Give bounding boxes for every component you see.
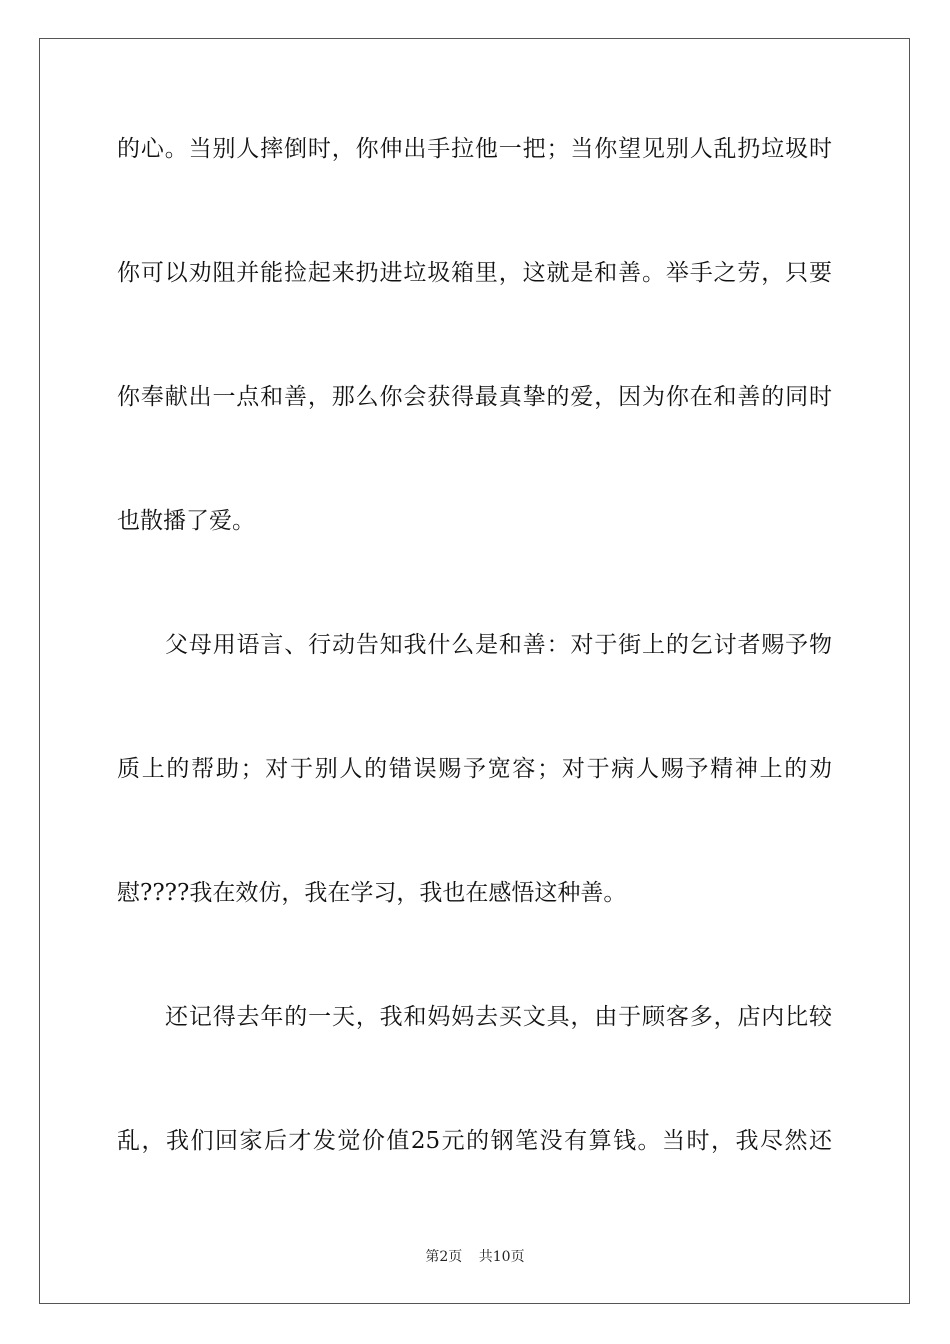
text-line-5: 父母用语言、行动告知我什么是和善：对于街上的乞讨者赐予物	[165, 632, 832, 658]
text-line-3: 你奉献出一点和善，那么你会获得最真挚的爱，因为你在和善的同时	[117, 384, 832, 410]
text-line-7: 慰????我在效仿，我在学习，我也在感悟这种善。	[117, 880, 627, 906]
text-line-4: 也散播了爱。	[117, 508, 255, 534]
page-number: 第2页	[425, 1249, 463, 1265]
text-line-8: 还记得去年的一天，我和妈妈去买文具，由于顾客多，店内比较	[165, 1004, 832, 1030]
text-line-2: 你可以劝阻并能捡起来扔进垃圾箱里，这就是和善。举手之劳，只要	[117, 260, 832, 286]
text-line-9: 乱，我们回家后才发觉价值25元的钢笔没有算钱。当时，我尽然还	[117, 1128, 832, 1154]
page-border	[39, 38, 910, 1304]
total-pages: 共10页	[478, 1249, 525, 1265]
text-line-1: 的心。当别人摔倒时，你伸出手拉他一把；当你望见别人乱扔垃圾时	[117, 136, 832, 162]
text-line-6: 质上的帮助；对于别人的错误赐予宽容；对于病人赐予精神上的劝	[117, 756, 832, 782]
page-footer	[0, 1248, 950, 1266]
